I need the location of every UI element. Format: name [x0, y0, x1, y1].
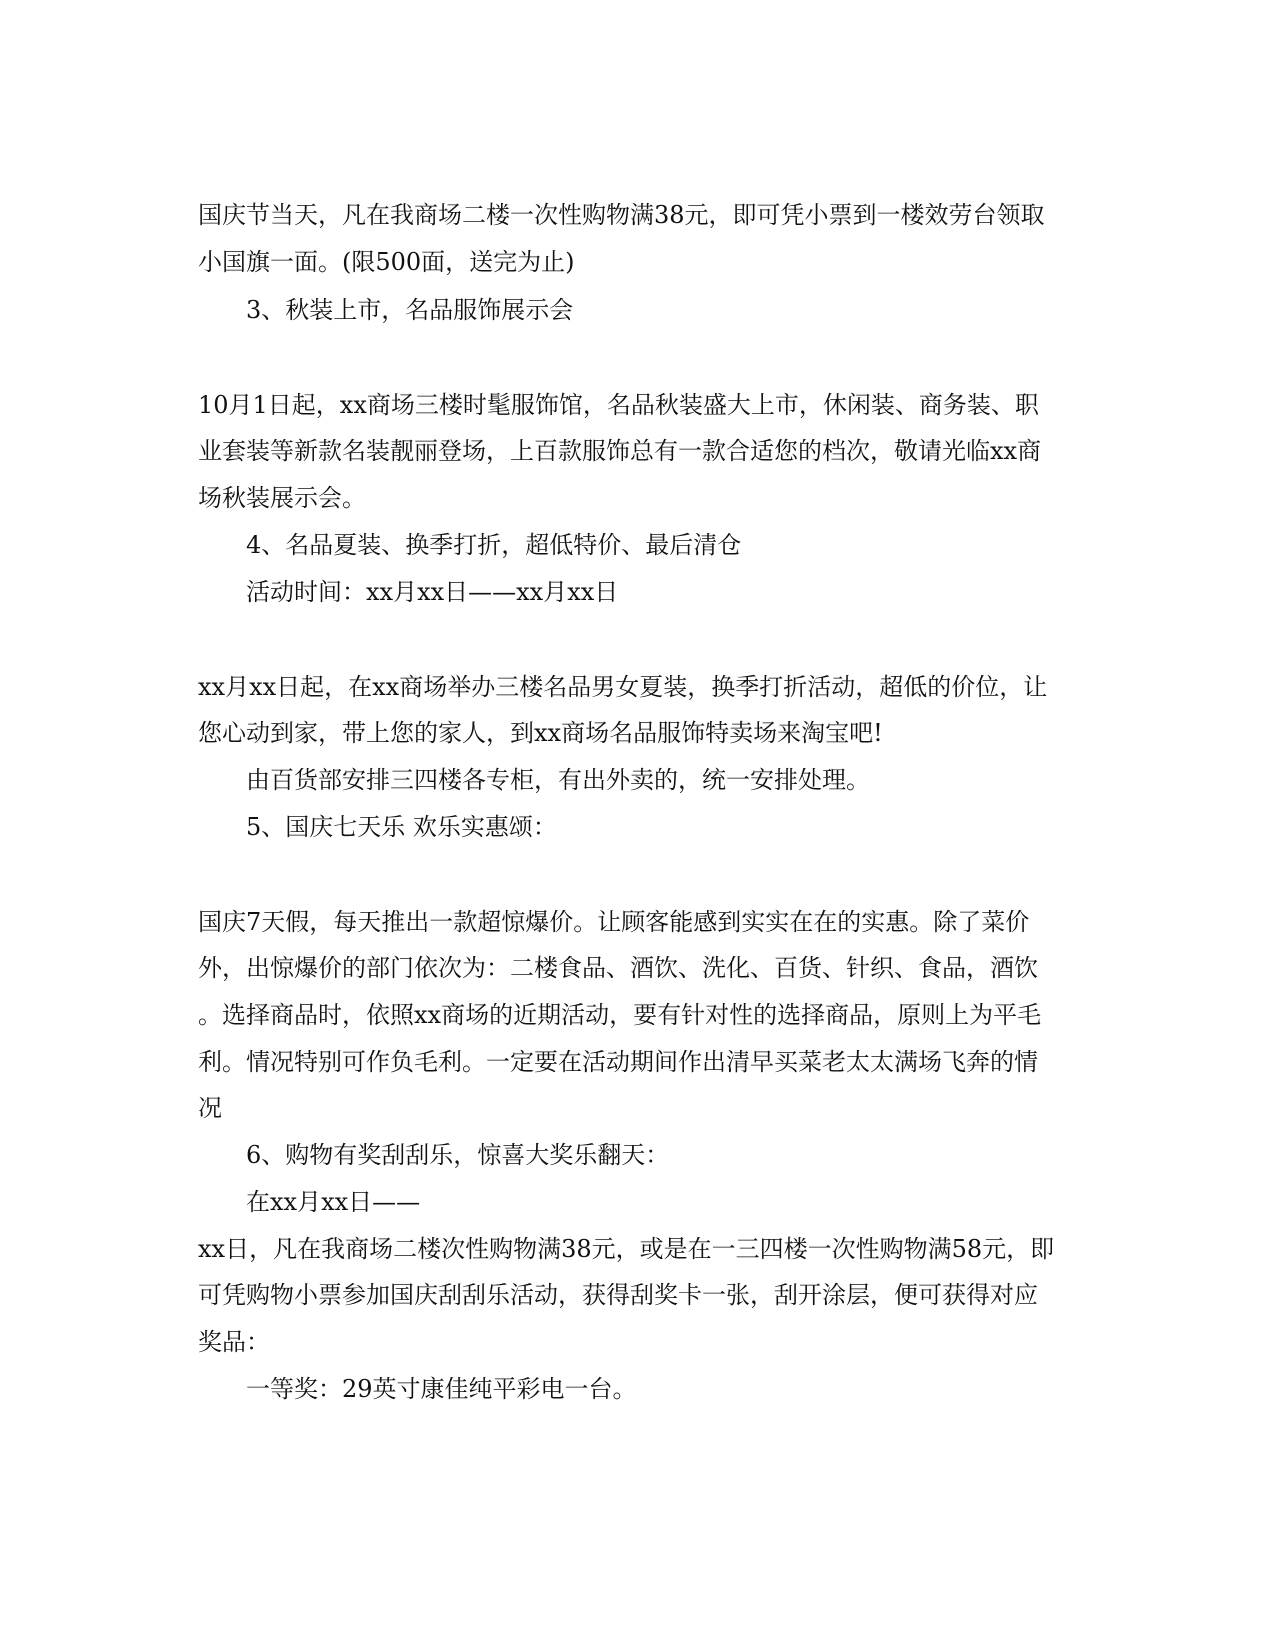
text-line: 在xx月xx日——	[246, 1188, 421, 1216]
section-heading: 5、国庆七天乐 欢乐实惠颂：	[246, 813, 557, 841]
text-line: 。选择商品时，依照xx商场的近期活动，要有针对性的选择商品，原则上为平毛	[198, 1001, 1042, 1029]
text-line: 况	[198, 1094, 222, 1122]
text-line: 由百货部安排三四楼各专柜，有出外卖的，统一安排处理。	[246, 766, 870, 794]
text-line: 国庆7天假，每天推出一款超惊爆价。让顾客能感到实实在在的实惠。除了菜价	[198, 908, 1030, 936]
text-line: 外，出惊爆价的部门依次为：二楼食品、酒饮、洗化、百货、针织、食品，酒饮	[198, 954, 1038, 982]
section-heading: 6、购物有奖刮刮乐，惊喜大奖乐翻天：	[246, 1141, 670, 1169]
text-line: 您心动到家，带上您的家人，到xx商场名品服饰特卖场来淘宝吧!	[198, 719, 883, 747]
text-line: xx月xx日起，在xx商场举办三楼名品男女夏装，换季打折活动，超低的价位，让	[198, 673, 1048, 701]
text-line: 奖品：	[198, 1328, 270, 1356]
text-line: 利。情况特别可作负毛利。一定要在活动期间作出清早买菜老太太满场飞奔的情	[198, 1048, 1038, 1076]
text-line: 可凭购物小票参加国庆刮刮乐活动，获得刮奖卡一张，刮开涂层，便可获得对应	[198, 1281, 1038, 1309]
text-line: 活动时间：xx月xx日——xx月xx日	[246, 578, 619, 606]
text-line: 10月1日起，xx商场三楼时髦服饰馆，名品秋装盛大上市，休闲装、商务装、职	[198, 391, 1039, 419]
text-line: 小国旗一面。(限500面，送完为止)	[198, 248, 575, 276]
text-line: 国庆节当天，凡在我商场二楼一次性购物满38元，即可凭小票到一楼效劳台领取	[198, 201, 1045, 229]
text-line: 场秋装展示会。	[198, 484, 366, 512]
text-line: xx日，凡在我商场二楼次性购物满38元，或是在一三四楼一次性购物满58元，即	[198, 1235, 1055, 1263]
text-line: 一等奖：29英寸康佳纯平彩电一台。	[246, 1375, 637, 1403]
section-heading: 3、秋装上市，名品服饰展示会	[246, 296, 574, 324]
text-line: 业套装等新款名装靓丽登场，上百款服饰总有一款合适您的档次，敬请光临xx商	[198, 437, 1042, 465]
section-heading: 4、名品夏装、换季打折，超低特价、最后清仓	[246, 531, 742, 559]
